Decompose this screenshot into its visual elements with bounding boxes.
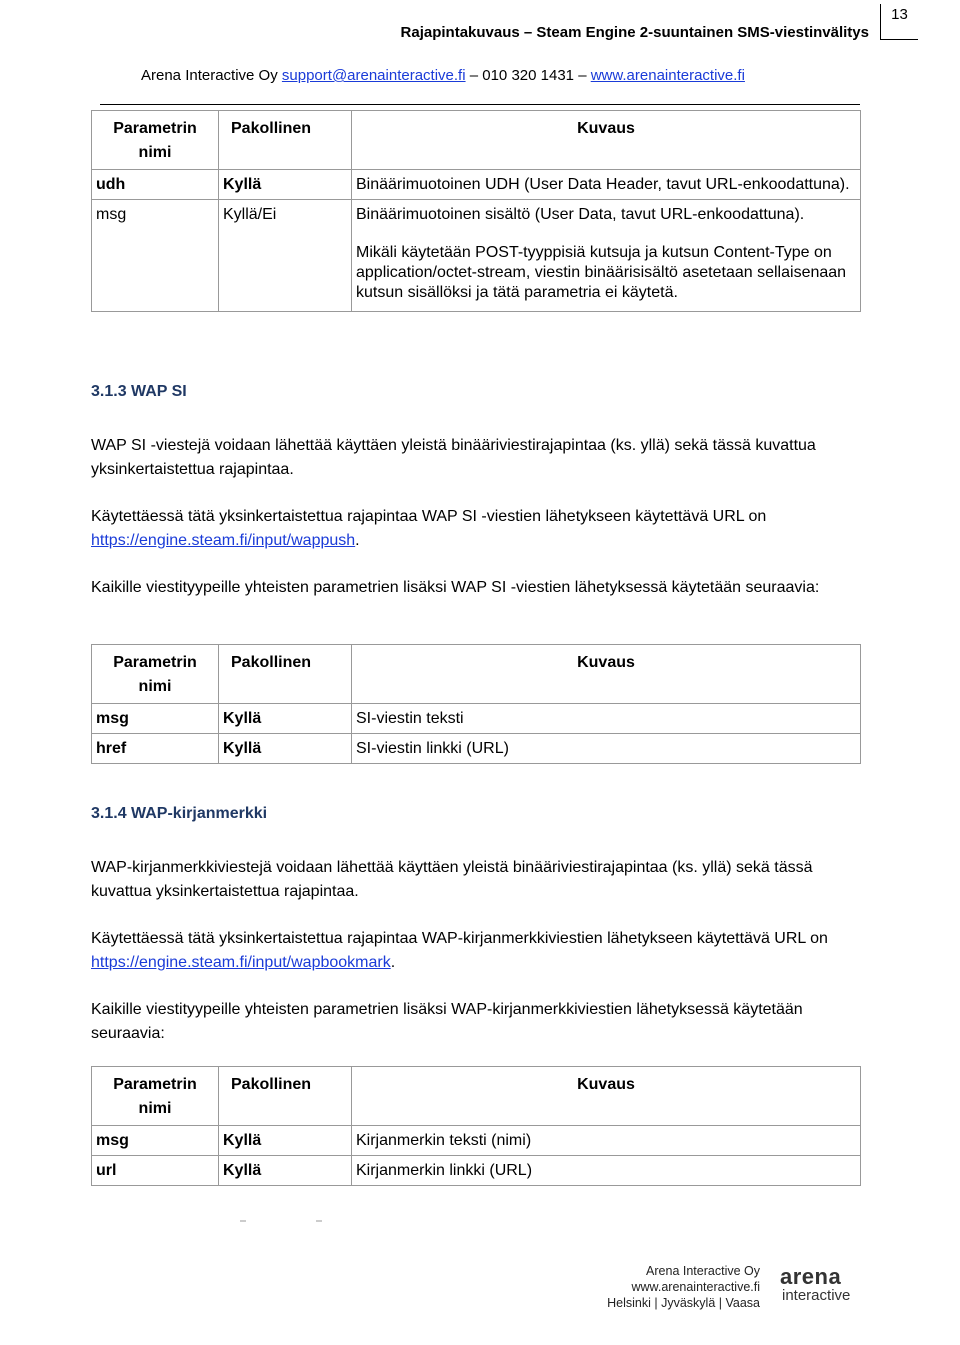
header-contact-line [141, 67, 745, 84]
support-email-link[interactable]: support@arenainteractive.fi [281, 67, 466, 84]
column-header-name: Parametrin nimi [92, 1067, 219, 1126]
paragraph-text: Käytettäessä tätä yksinkertaistettua rajapintaa WAP SI -viestien lähetykseen käytettävä URL on [91, 508, 767, 525]
table-row [92, 1126, 861, 1156]
param-required: Kyllä/Ei [219, 200, 352, 312]
param-required: Kyllä [219, 1126, 352, 1156]
header-phone: 010 320 1431 [482, 67, 575, 84]
table-row [92, 1156, 861, 1186]
parameter-table-binary [91, 110, 861, 312]
column-header-name: Parametrin nimi [92, 111, 219, 170]
website-link[interactable]: www.arenainteractive.fi [590, 67, 745, 84]
param-required: Kyllä [219, 170, 352, 200]
paragraph: Kaikille viestityypeille yhteisten parametrien lisäksi WAP-kirjanmerkkiviestien lähetyksessä käytetään seuraavia: [91, 1001, 803, 1042]
paragraph: Kaikille viestityypeille yhteisten parametrien lisäksi WAP SI -viestien lähetyksessä käytetään seuraavia: [91, 579, 820, 596]
column-header-name: Parametrin nimi [92, 645, 219, 704]
arena-interactive-logo [780, 1266, 862, 1304]
scan-artifact [240, 1209, 330, 1211]
wappush-url-link[interactable]: https://engine.steam.fi/input/wappush [91, 532, 356, 549]
footer-company: Arena Interactive Oy [646, 1264, 760, 1278]
column-header-required: Pakollinen [219, 1067, 352, 1126]
section-heading-wap-si: 3.1.3 WAP SI [91, 383, 187, 400]
param-name: url [92, 1156, 219, 1186]
column-header-description: Kuvaus [352, 645, 861, 704]
paragraph-period: . [390, 954, 396, 971]
logo-sub-text: interactive [782, 1287, 851, 1304]
param-description: Binäärimuotoinen UDH (User Data Header, tavut URL-enkoodattuna). [352, 170, 861, 200]
footer-locations: Helsinki | Jyväskylä | Vaasa [607, 1296, 760, 1310]
document-header-title: Rajapintakuvaus – Steam Engine 2-suuntainen SMS-viestinvälitys [400, 24, 869, 41]
param-description: Binäärimuotoinen sisältö (User Data, tavut URL-enkoodattuna). [356, 206, 805, 223]
param-name: msg [92, 200, 219, 312]
header-dash: – [469, 67, 479, 84]
table-row [92, 704, 861, 734]
header-divider [100, 104, 860, 105]
param-name: msg [92, 1126, 219, 1156]
footer-contact [600, 1263, 760, 1311]
param-description: Kirjanmerkin linkki (URL) [352, 1156, 861, 1186]
footer-website: www.arenainteractive.fi [631, 1280, 760, 1294]
table-row [92, 170, 861, 200]
table-header-row [92, 645, 861, 704]
column-header-required: Pakollinen [219, 111, 352, 170]
paragraph-period: . [355, 532, 360, 549]
parameter-table-wap-bookmark [91, 1066, 861, 1186]
section-heading-wap-bookmark: 3.1.4 WAP-kirjanmerkki [91, 805, 268, 822]
param-name: msg [92, 704, 219, 734]
param-required: Kyllä [219, 734, 352, 764]
header-company: Arena Interactive Oy [141, 67, 278, 84]
param-required: Kyllä [219, 1156, 352, 1186]
param-note: Mikäli käytetään POST-tyyppisiä kutsuja ja kutsun Content-Type on application/octet-stream, viestin binäärisisältö asetetaan sellaisenaan kutsun sisällöksi ja tätä parametria ei käytetä. [356, 244, 847, 301]
paragraph: WAP SI -viestejä voidaan lähettää käyttäen yleistä binääriviestirajapintaa (ks. yllä) sekä tässä kuvattua yksinkertaistettua rajapintaa. [91, 437, 816, 478]
column-header-description: Kuvaus [352, 1067, 861, 1126]
param-description-cell [352, 200, 861, 312]
parameter-table-wap-si [91, 644, 861, 764]
paragraph-url [91, 927, 861, 975]
table-header-row [92, 111, 861, 170]
param-required: Kyllä [219, 704, 352, 734]
column-header-description: Kuvaus [352, 111, 861, 170]
param-description: SI-viestin linkki (URL) [352, 734, 861, 764]
param-name: udh [92, 170, 219, 200]
paragraph-url [91, 505, 861, 553]
column-header-required: Pakollinen [219, 645, 352, 704]
param-name: href [92, 734, 219, 764]
table-header-row [92, 1067, 861, 1126]
paragraph-text: Käytettäessä tätä yksinkertaistettua rajapintaa WAP-kirjanmerkkiviestien lähetykseen käytettävä URL on [91, 930, 828, 947]
page-number: 13 [880, 4, 918, 40]
header-dash: – [578, 67, 587, 84]
param-description: SI-viestin teksti [352, 704, 861, 734]
logo-main-text: arena [780, 1264, 842, 1289]
table-row [92, 200, 861, 312]
param-description: Kirjanmerkin teksti (nimi) [352, 1126, 861, 1156]
table-row [92, 734, 861, 764]
wapbookmark-url-link[interactable]: https://engine.steam.fi/input/wapbookmark [91, 954, 391, 971]
paragraph: WAP-kirjanmerkkiviestejä voidaan lähettää käyttäen yleistä binääriviestirajapintaa (ks. yllä) sekä tässä kuvattua yksinkertaistettua rajapintaa. [91, 859, 813, 900]
